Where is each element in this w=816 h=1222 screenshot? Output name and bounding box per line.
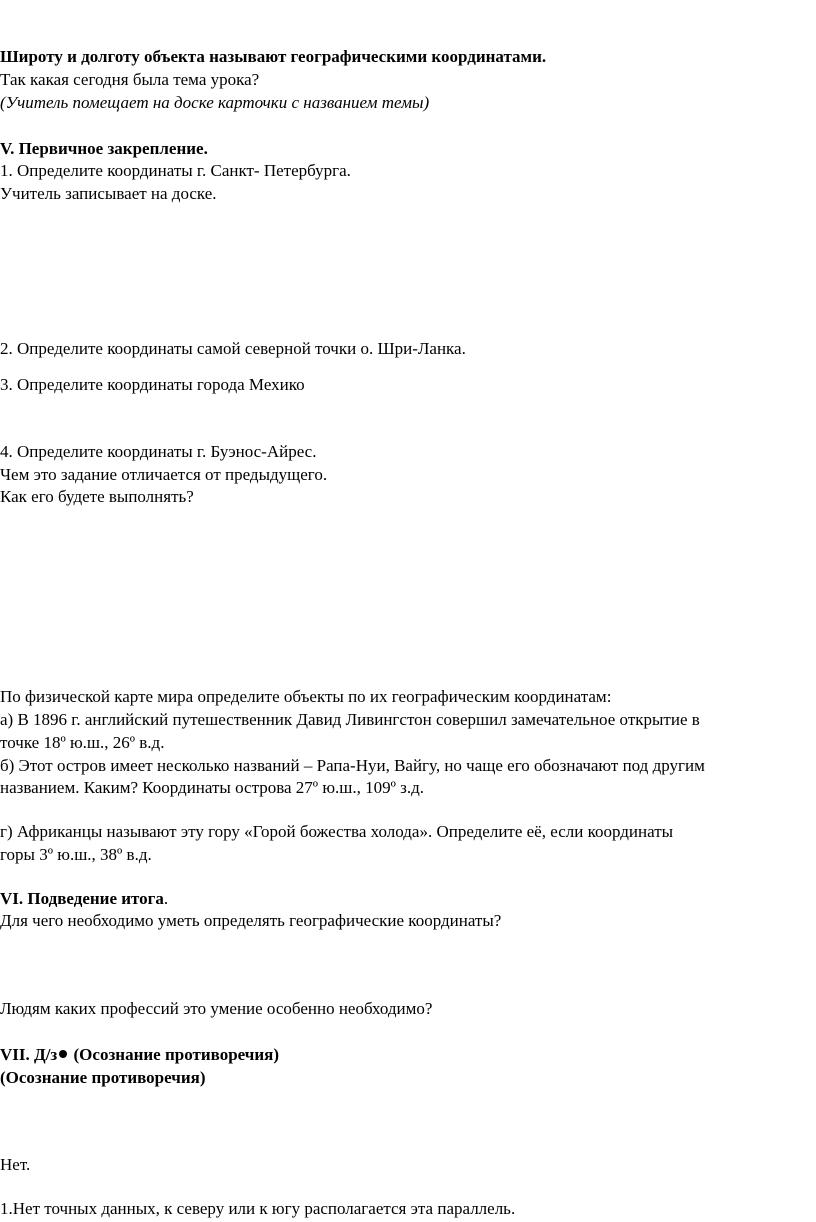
text-line-7: 2. Определите координаты самой северной точки о. Шри-Ланка. xyxy=(0,339,466,358)
text-line-13: а) В 1896 г. английский путешественник Давид Ливингстон совершил замечательное открытие в xyxy=(0,710,700,729)
text-line-6: Учитель записывает на доске. xyxy=(0,184,217,203)
section-heading-vii-label: VII. Д/з xyxy=(0,1045,58,1064)
text-line-9: 4. Определите координаты г. Буэнос-Айрес. xyxy=(0,442,317,461)
text-line-18: горы 3º ю.ш., 38º в.д. xyxy=(0,845,152,864)
text-line-5: 1. Определите координаты г. Санкт- Петербурга. xyxy=(0,161,351,180)
text-line-12: По физической карте мира определите объекты по их географическим координатам: xyxy=(0,687,612,706)
text-line-24: Нет. xyxy=(0,1155,31,1174)
text-line-2: Так какая сегодня была тема урока? xyxy=(0,70,260,89)
section-heading-vii xyxy=(0,1044,279,1066)
text-line-20: Для чего необходимо уметь определять географические координаты? xyxy=(0,911,502,930)
text-line-15: б) Этот остров имеет несколько названий – Рапа-Нуи, Вайгу, но чаще его обозначают под другим xyxy=(0,756,705,775)
text-line-21: Людям каких профессий это умение особенно необходимо? xyxy=(0,999,433,1018)
text-line-11: Как его будете выполнять? xyxy=(0,487,194,506)
text-line-17: г) Африканцы называют эту гору «Горой божества холода». Определите её, если координаты xyxy=(0,822,674,841)
text-line-14: точке 18º ю.ш., 26º в.д. xyxy=(0,733,165,752)
text-line-8: 3. Определите координаты города Мехико xyxy=(0,375,305,394)
text-line-23: (Осознание противоречия) xyxy=(0,1068,206,1087)
text-line-10: Чем это задание отличается от предыдущего. xyxy=(0,465,328,484)
section-heading-vi xyxy=(0,888,168,910)
section-heading-vi-label: VI. Подведение итога xyxy=(0,889,164,908)
text-line-16: названием. Каким? Координаты острова 27º ю.ш., 109º з.д. xyxy=(0,778,424,797)
section-heading-vi-period: . xyxy=(163,889,169,908)
bullet-icon xyxy=(59,1050,67,1058)
text-line-25: 1.Нет точных данных, к северу или к югу располагается эта параллель. xyxy=(0,1199,516,1218)
section-heading-v: V. Первичное закрепление. xyxy=(0,139,208,158)
text-line-1: Широту и долготу объекта называют географическими координатами. xyxy=(0,47,547,66)
text-line-3: (Учитель помещает на доске карточки с названием темы) xyxy=(0,93,430,112)
section-heading-vii-note: (Осознание противоречия) xyxy=(69,1045,280,1064)
